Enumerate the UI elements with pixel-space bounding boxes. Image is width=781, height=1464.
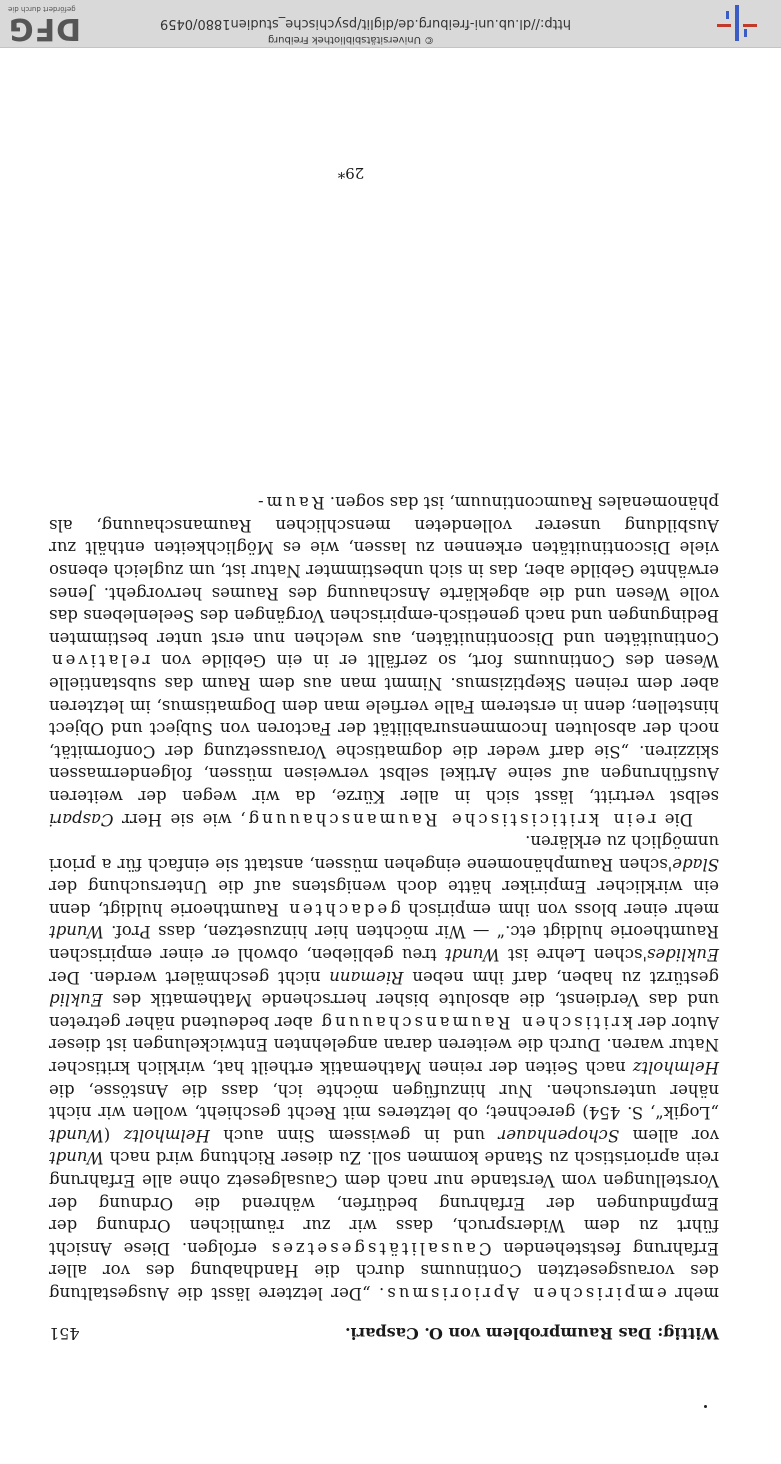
text-run: . „Der letztere lässt die Ausgestaltung des vorausgesetzten Continuums durch die Handhabung des vor aller Erfahrung feststehenden (48, 1238, 719, 1303)
text-run: gestürzt zu haben, darf ihm neben (403, 967, 719, 987)
spaced-term: rein kriticistische Raumanschauung (245, 809, 657, 829)
viewer-footer-bar (0, 0, 781, 48)
name-italic: Helmholtz (123, 1125, 210, 1145)
name-italic: Wundt (445, 945, 500, 965)
text-run: ( (103, 1125, 124, 1145)
text-run: treu geblieben, obwohl er einer empirischen Raumtheorie huldigt etc.“ — Wir möchten hier hinzusetzen, dass Prof. (49, 922, 719, 965)
text-run: mehr einer bloss von ihm empirisch (400, 899, 719, 919)
text-run: mehr (666, 1284, 719, 1303)
page-number: 451 (49, 1324, 80, 1343)
name-italic: Wundt (49, 1148, 104, 1168)
text-run: Raumtheorie huldigt, denn ein wirklicher Empiriker hätte doch wenigstens auf die Untersuchung der (49, 877, 719, 919)
spaced-term: kritischen Raumanschauung (318, 1012, 633, 1032)
text-run: schen Raumphänomene eingehen müssen, anstatt sie einfach für a priori unmöglich zu erklären. (49, 832, 719, 874)
spaced-term: relativen (49, 651, 151, 671)
name-italic: Euklides' (642, 945, 719, 965)
text-run: , wie sie Herr (113, 809, 246, 829)
spaced-term: empirischen Apriorismus (384, 1284, 667, 1303)
copyright-notice: © Universitätsbibliothek Freiburg (267, 34, 435, 45)
page-header (49, 1320, 719, 1346)
text-run: Die (656, 809, 693, 829)
paragraph-1 (49, 830, 719, 1304)
paragraph-2 (49, 491, 719, 830)
text-run: und in gewissem Sinn auch (209, 1125, 499, 1145)
name-italic: Wundt (49, 1125, 104, 1145)
page-body (49, 491, 719, 1304)
dfg-logo-text: DFG (8, 11, 82, 46)
text-run: „Logik“, S. 454) gerechnet; ob letzteres mit Recht geschieht, wollen wir nicht näher untersuchen. Nur hinzufügen möchte ich, dass die Anstösse, die (49, 1080, 719, 1123)
header-title: Wittig: Das Raumproblem von O. Caspari. (345, 1324, 719, 1343)
spaced-term: Causalitätsgesetzes (268, 1238, 492, 1258)
stray-mark (704, 1405, 707, 1408)
text-run: erfolgen. Diese Ansicht führt zu dem Widerspruch, dass wir zur räumlichen Ordnung der Empfindungen der Erfahrung bedürfen, während die Ordnung der Vorstellungen vom Verstande nur nach dem Causalgesetz ohne alle Erfahrung rein aprioristisch zu Stande kommen soll. Zu dieser Richtung wird nach (49, 1148, 719, 1258)
name-italic: Slade' (667, 854, 719, 874)
text-run: nach Seiten der reinen Mathematik ertheilt hat, wirklich kritischer Natur waren. Durch die weiteren daran angelehnten Entwickelungen ist dieser Autor der (49, 1012, 719, 1078)
spaced-term: gedachten (286, 899, 401, 919)
text-run: Continuitäten und Discontinuitäten, aus welchen nun erst unter bestimmten Bedingungen und nach genetisch-empirischen Vorgängen des Seelenlebens das volle Wesen und die abgeklärte Anschauung des Raumes hervorgeht. Jenes erwähnte Gebilde aber, das in sich unbestimmter Natur ist, um zugleich ebenso viele Discontinuitäten erkennen zu lassen, wie es Möglichkeiten enthält zur Ausbildung unserer vollendeten menschlichen Raumanschauung, als phänomenales Raumcontinuum, ist das sogen. (49, 493, 719, 648)
name-italic: Riemann (329, 967, 404, 987)
permalink-url[interactable]: http://dl.ub.uni-freiburg.de/diglit/psychische_studien1880/0459 (159, 16, 571, 31)
spaced-term: Raum- (255, 493, 325, 513)
dfg-logo-icon[interactable] (8, 3, 100, 46)
text-run: nicht geschmälert werden. Der (49, 967, 330, 987)
name-italic: Euklid (49, 990, 103, 1010)
viewer-widget-icon[interactable] (713, 5, 757, 41)
name-italic: Schopenhauer (498, 1125, 620, 1145)
signature-mark: 29* (337, 164, 365, 182)
text-run: schen Lehre ist (499, 945, 643, 965)
text-run: vor allem (619, 1125, 719, 1145)
name-italic: Caspari (49, 809, 114, 829)
text-run: selbst vertritt, lässt sich in aller Kürze, da wir wegen der weiteren Ausführungen auf seine Artikel selbst verweisen müssen, folgendermassen skizziren. „Sie darf weder die dogmatische Voraussetzung der Conformität, noch der absoluten Incommensurabilität der Factoren von Subject und Object hinstellen; denn in ersterem Falle verfiele man dem Dogmatismus, im letzteren aber dem reinen Skeptizismus. Nimmt man aus dem Raum das substantielle Wesen des Continuums fort, so zerfällt er in ein Gebilde von (49, 651, 719, 806)
dfg-logo-subtitle: gefördert durch die (8, 5, 76, 13)
text-run: aber bedeutend näher getreten und das Verdienst, die absolute bisher herrschende Mathematik des (49, 990, 719, 1032)
name-italic: Helmholtz (632, 1058, 719, 1078)
name-italic: Wundt (49, 922, 104, 942)
